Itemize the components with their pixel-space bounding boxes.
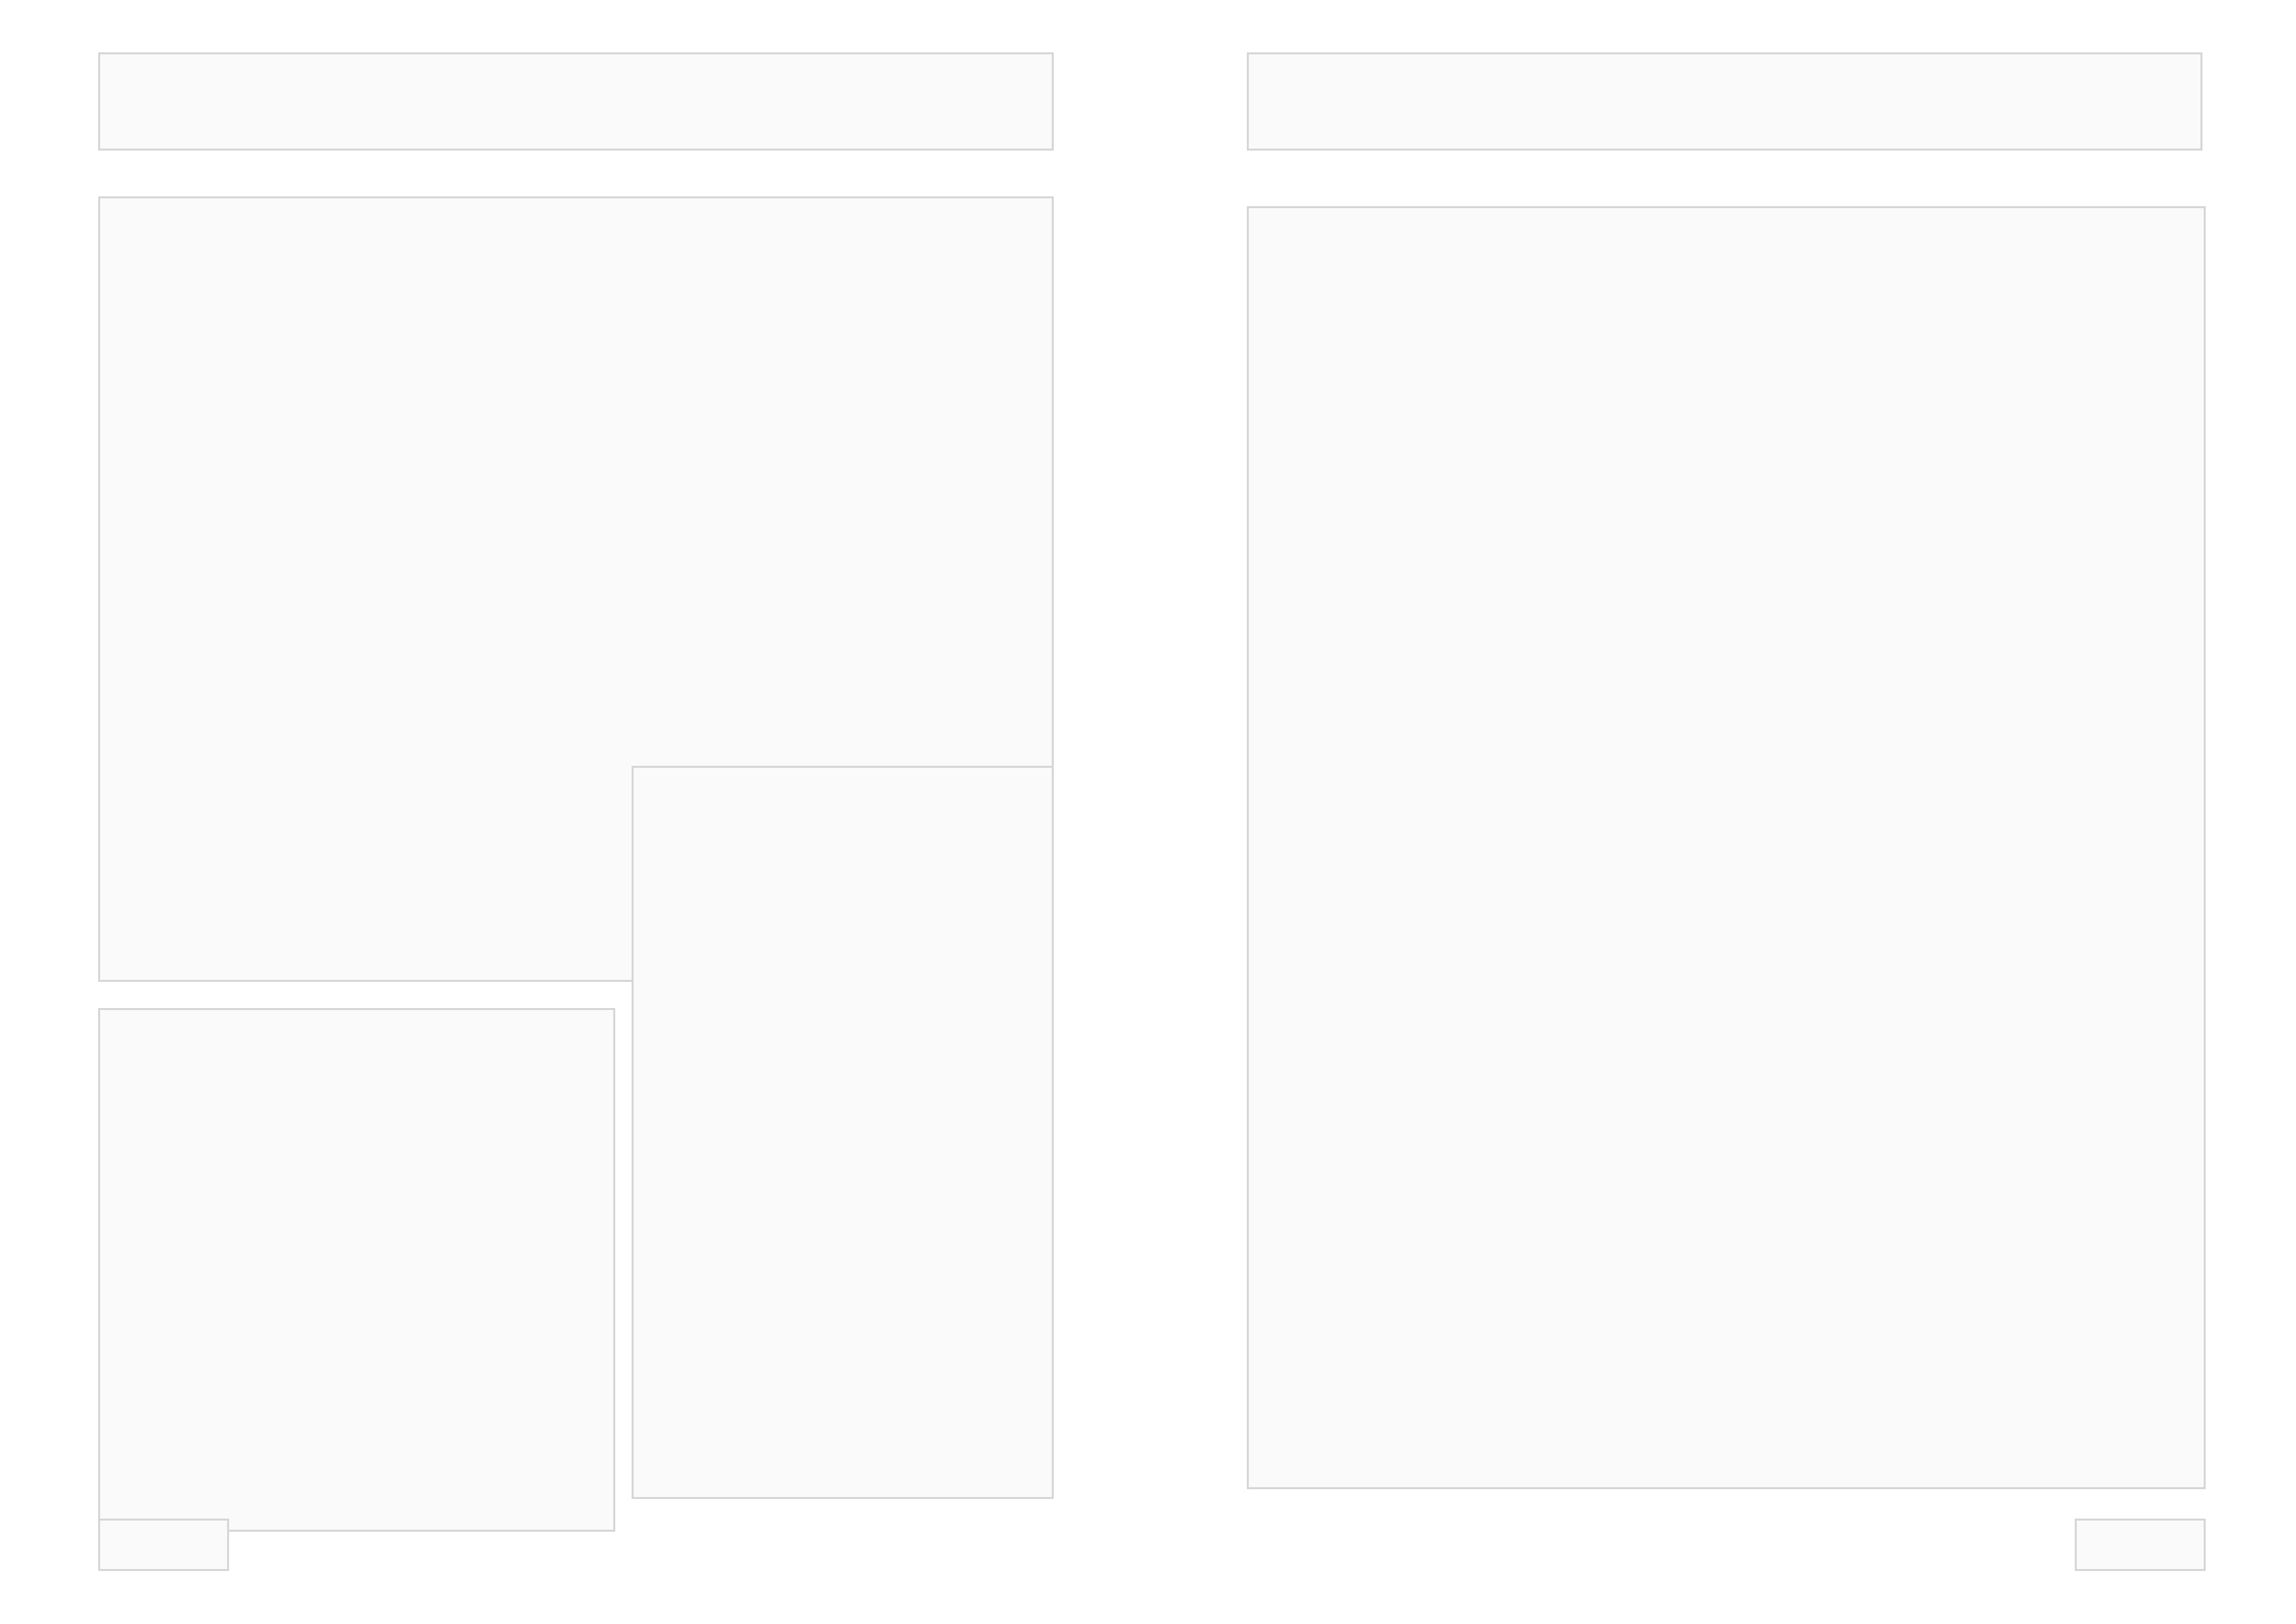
right-page-table: [1247, 206, 2206, 1489]
left-page-callout: [632, 766, 1054, 1499]
right-page-footer: [2075, 1519, 2206, 1571]
left-page-header: [98, 52, 1054, 151]
left-page-sidebar: [98, 1008, 615, 1532]
right-page-header: [1247, 52, 2202, 151]
left-page-footer: [98, 1519, 229, 1571]
